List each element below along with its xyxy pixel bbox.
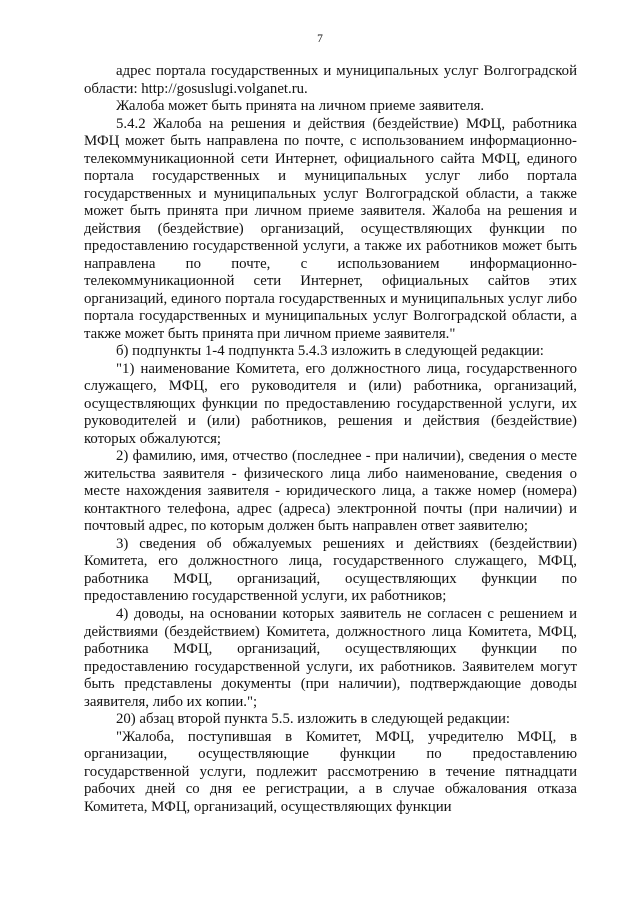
paragraph-item-4: 4) доводы, на основании которых заявитель не согласен с решением и действиями (бездействием) Комитета, должностного лица Комитета, МФЦ, работника МФЦ, организаций, осуществляющих функции по предоставлению государственной услуги, их работников. Заявителем могут быть представлены документы (при наличии), подтверждающие доводы заявителя, либо их копии.";: [84, 605, 577, 710]
document-body: [84, 63, 577, 816]
paragraph-complaint-review: "Жалоба, поступившая в Комитет, МФЦ, учредителю МФЦ, в организации, осуществляющие функции по предоставлению государственной услуги, подлежит рассмотрению в течение пятнадцати рабочих дней со дня ее регистрации, а в случае обжалования отказа Комитета, МФЦ, организаций, осуществляющих функции: [84, 728, 577, 815]
paragraph-item-20: 20) абзац второй пункта 5.5. изложить в следующей редакции:: [116, 711, 511, 728]
paragraph-portal-address: адрес портала государственных и муниципальных услуг Волгоградской области: http://gosuslugi.volganet.ru.: [84, 63, 577, 97]
paragraph-item-1: "1) наименование Комитета, его должностного лица, государственного служащего, МФЦ, его руководителя и (или) работника, организаций, осуществляющих функции по предоставлению государственной услуги, их руководителей и (или) работников, решения и действия (бездействие) которых обжалуются;: [84, 360, 577, 447]
page-number: 7: [317, 33, 323, 45]
paragraph-item-3: 3) сведения об обжалуемых решениях и действиях (бездействии) Комитета, его должностного лица, государственного служащего, МФЦ, работника МФЦ, организаций, осуществляющих функции по предоставлению государственной услуги, их работников;: [84, 535, 577, 605]
paragraph-item-2: 2) фамилию, имя, отчество (последнее - при наличии), сведения о месте жительства заявителя - физического лица либо наименование, сведения о месте нахождения заявителя - юридического лица, а также номер (номера) контактного телефона, адрес (адреса) электронной почты (при наличии) и почтовый адрес, по которым должен быть направлен ответ заявителю;: [84, 448, 577, 535]
paragraph-personal-reception: Жалоба может быть принята на личном приеме заявителя.: [116, 98, 485, 115]
paragraph-subitems-heading: б) подпункты 1-4 подпункта 5.4.3 изложить в следующей редакции:: [116, 343, 544, 360]
paragraph-5-4-2: 5.4.2 Жалоба на решения и действия (бездействие) МФЦ, работника МФЦ может быть направлена по почте, с использованием информационно-телекоммуникационной сети Интернет, официального сайта МФЦ, единого портала государственных и муниципальных услуг либо портала государственных и муниципальных услуг Волгоградской области, а также может быть принята при личном приеме заявителя. Жалоба на решения и действия (бездействие) организаций, осуществляющих функции по предоставлению государственной услуги, а также их работников может быть направлена по почте, с использованием информационно-телекоммуникационной сети Интернет, официальных сайтов этих организаций, единого портала государственных и муниципальных услуг либо портала государственных и муниципальных услуг Волгоградской области, а также может быть принята при личном приеме заявителя.": [84, 115, 577, 342]
